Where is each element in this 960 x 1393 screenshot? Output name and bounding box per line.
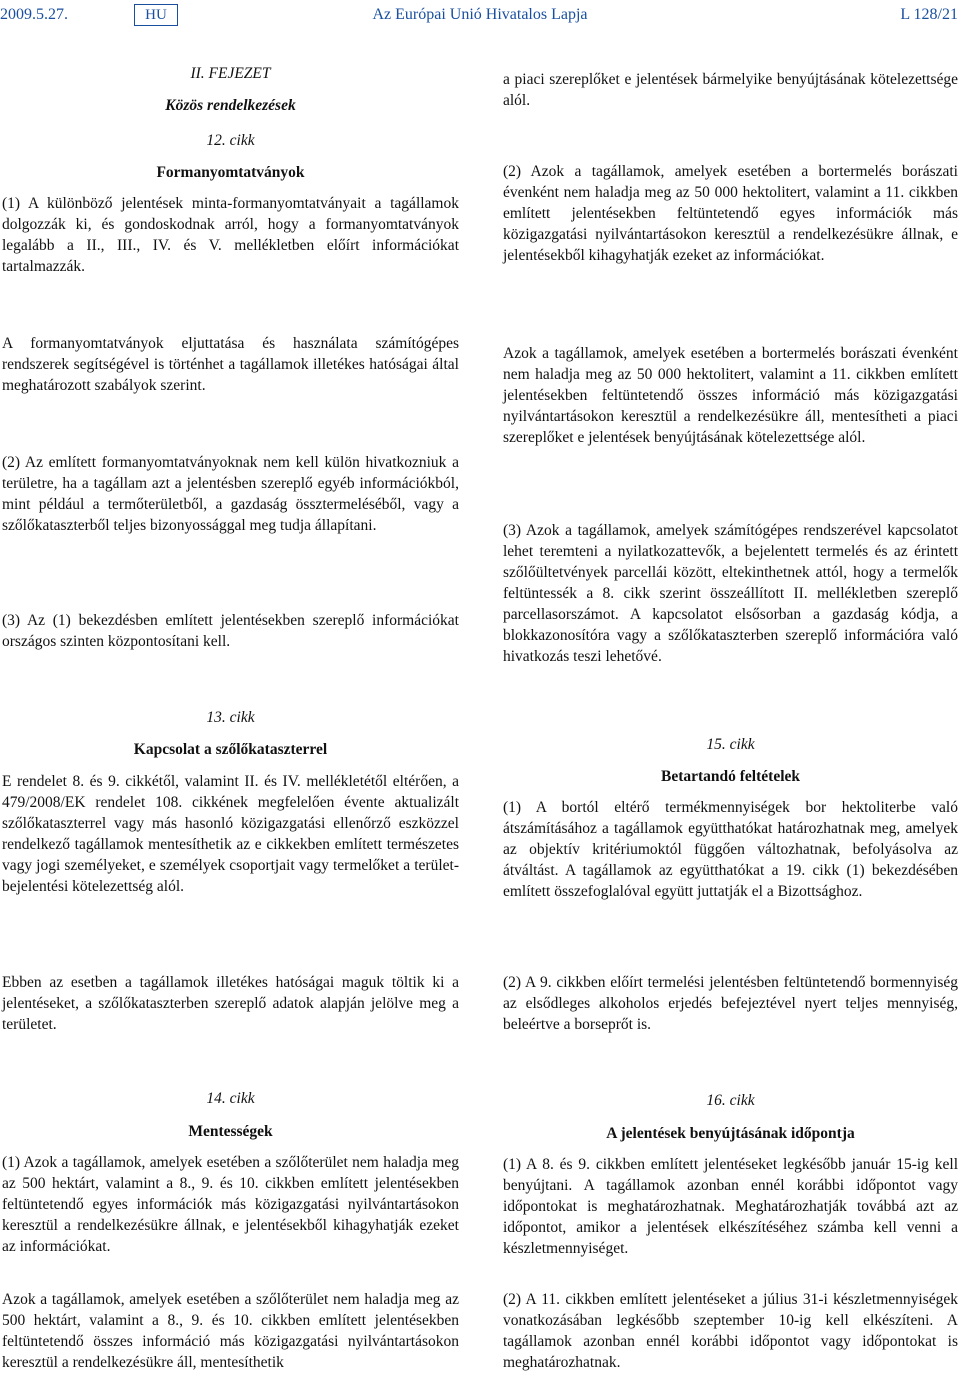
article-13-title: Kapcsolat a szőlőkataszterrel: [133, 741, 328, 758]
publication-date: 2009.5.27.: [0, 6, 68, 23]
paragraph: (2) Az említett formanyomtatványoknak nem kell külön hivatkozniuk a területre, ha a tagállam azt a jelentésben szereplő egyéb információkból, mint például a termőterületből, a gazdaság össztermeléséből, vagy a szőlőkataszterből teljes bizonyossággal meg tudja állapítani.: [2, 454, 459, 534]
paragraph: A formanyomtatványok eljuttatása és használata számítógépes rendszerek segítségével is történhet a tagállamok illetékes hatóságai által meghatározott szabályok szerint.: [2, 335, 459, 394]
article-15-number: 15. cikk: [706, 736, 755, 753]
article-12-title: Formanyomtatványok: [156, 164, 305, 181]
paragraph: Azok a tagállamok, amelyek esetében a szőlőterület nem haladja meg az 500 hektárt, valamint a 8., 9. és 10. cikkben említett jelentésekben feltüntetendő összes információ más közigazgatási nyilvántartásokon keresztül a rendelkezésükre áll, mentesíthetik: [2, 1291, 459, 1371]
page-header: [0, 4, 960, 28]
paragraph: (2) A 11. cikkben említett jelentéseket a július 31-i készletmennyiségek vonatkozásában legkésőbb szeptember 10-ig kell elkészíteni. A tagállamok azonban ennél korábbi időpontot vagy időpontokat is meghatározhatnak.: [503, 1291, 958, 1371]
article-14-number: 14. cikk: [206, 1090, 255, 1107]
journal-title: Az Európai Unió Hivatalos Lapja: [372, 6, 588, 23]
article-13-number: 13. cikk: [206, 709, 255, 726]
paragraph: (2) Azok a tagállamok, amelyek esetében a bortermelés borászati évenként nem haladja meg az 50 000 hektolitert, valamint a 11. cikkben említett jelentésekben feltüntetendő egyes információk más közigazgatási nyilvántartásokon keresztül a rendelkezésükre állnak, e jelentésekből kihagyhatják ezeket az információkat.: [503, 163, 958, 264]
language-code-box: HU: [134, 4, 178, 26]
paragraph: E rendelet 8. és 9. cikkétől, valamint II. és IV. mellékletétől eltérően, a 479/2008/EK rendelet 108. cikkének megfelelően évente aktualizált szőlőkataszterrel vagy más hasonló közigazgatási ellenőrző eszközzel rendelkező tagállamok mentesíthetik az e cikkekben említett természetes vagy jogi személyeket, e személyek csoportjait vagy termelőket a terület-bejelentési kötelezettség alól.: [2, 773, 459, 895]
chapter-number: II. FEJEZET: [190, 65, 271, 82]
paragraph: (1) A 8. és 9. cikkben említett jelentéseket legkésőbb január 15-ig kell benyújtani. A tagállamok azonban ennél korábbi időpontot vagy időpontokat is meghatározhatnak. Meghatározhatják továbbá azt az időpontot, amikor a jelentések elkészítéséhez számba kell venni a készletmennyiséget.: [503, 1156, 958, 1257]
paragraph: (1) A bortól eltérő termékmennyiségek bor hektoliterbe való átszámításához a tagállamok együtthatókat határozhatnak meg, amelyek az objektív kritériumoktól függően változhatnak, befolyásolva az átváltást. A tagállamok az együtthatókat a 19. cikk (1) bekezdésében említett összefoglalóval együtt juttatják el a Bizottsághoz.: [503, 799, 958, 900]
paragraph: (3) Azok a tagállamok, amelyek számítógépes rendszerével kapcsolatot lehet teremteni a nyilatkozattevők, a bejelentett termelés és az érintett szőlőültetvények parcellái között, eltekinthetnek attól, hogy a termelők feltüntessék a 8. cikk szerint összeállított II. mellékletben szereplő parcellasorszámot. A kapcsolatot elsősorban a gazdaság kódja, a blokkazonosítóra vagy a szőlőkataszterben szereplő információra való hivatkozás teszi lehetővé.: [503, 522, 958, 665]
paragraph: a piaci szereplőket e jelentések bármelyike benyújtásának kötelezettsége alól.: [503, 71, 958, 109]
article-16-number: 16. cikk: [706, 1092, 755, 1109]
paragraph: Azok a tagállamok, amelyek esetében a bortermelés borászati évenként nem haladja meg az 50 000 hektolitert, valamint a 11. cikkben említett jelentésekben feltüntetendő összes információ más közigazgatási nyilvántartásokon keresztül a rendelkezésükre áll, mentesítheti a piaci szereplőket e jelentések benyújtásának kötelezettsége alól.: [503, 345, 958, 446]
paragraph: Ebben az esetben a tagállamok illetékes hatóságai maguk töltik ki a jelentéseket, a szőlőkataszterben szereplő adatok alapján jelölve meg a területet.: [2, 974, 459, 1033]
page-reference: L 128/21: [900, 6, 958, 23]
article-15-title: Betartandó feltételek: [660, 768, 801, 785]
article-14-title: Mentességek: [188, 1123, 273, 1140]
paragraph: (3) Az (1) bekezdésben említett jelentésekben szereplő információkat országos szinten központosítani kell.: [2, 612, 459, 650]
chapter-title: Közös rendelkezések: [165, 97, 296, 114]
paragraph: (2) A 9. cikkben előírt termelési jelentésben feltüntetendő bormennyiség az elsődleges alkoholos erjedés befejeztével nyert teljes mennyiség, beleértve a borseprőt is.: [503, 974, 958, 1033]
article-16-title: A jelentések benyújtásának időpontja: [606, 1125, 855, 1142]
paragraph: (1) A különböző jelentések minta-formanyomtatványait a tagállamok dolgozzák ki, és gondoskodnak arról, hogy a formanyomtatványok legalább a II., III., IV. és V. mellékletben előírt információkat tartalmazzák.: [2, 195, 459, 275]
article-12-number: 12. cikk: [206, 132, 255, 149]
paragraph: (1) Azok a tagállamok, amelyek esetében a szőlőterület nem haladja meg az 500 hektárt, valamint a 8., 9. és 10. cikkben említett jelentésekben feltüntetendő egyes információk más közigazgatási nyilvántartásokon keresztül a rendelkezésükre állnak, e jelentésekből kihagyhatják ezeket az információkat.: [2, 1154, 459, 1255]
